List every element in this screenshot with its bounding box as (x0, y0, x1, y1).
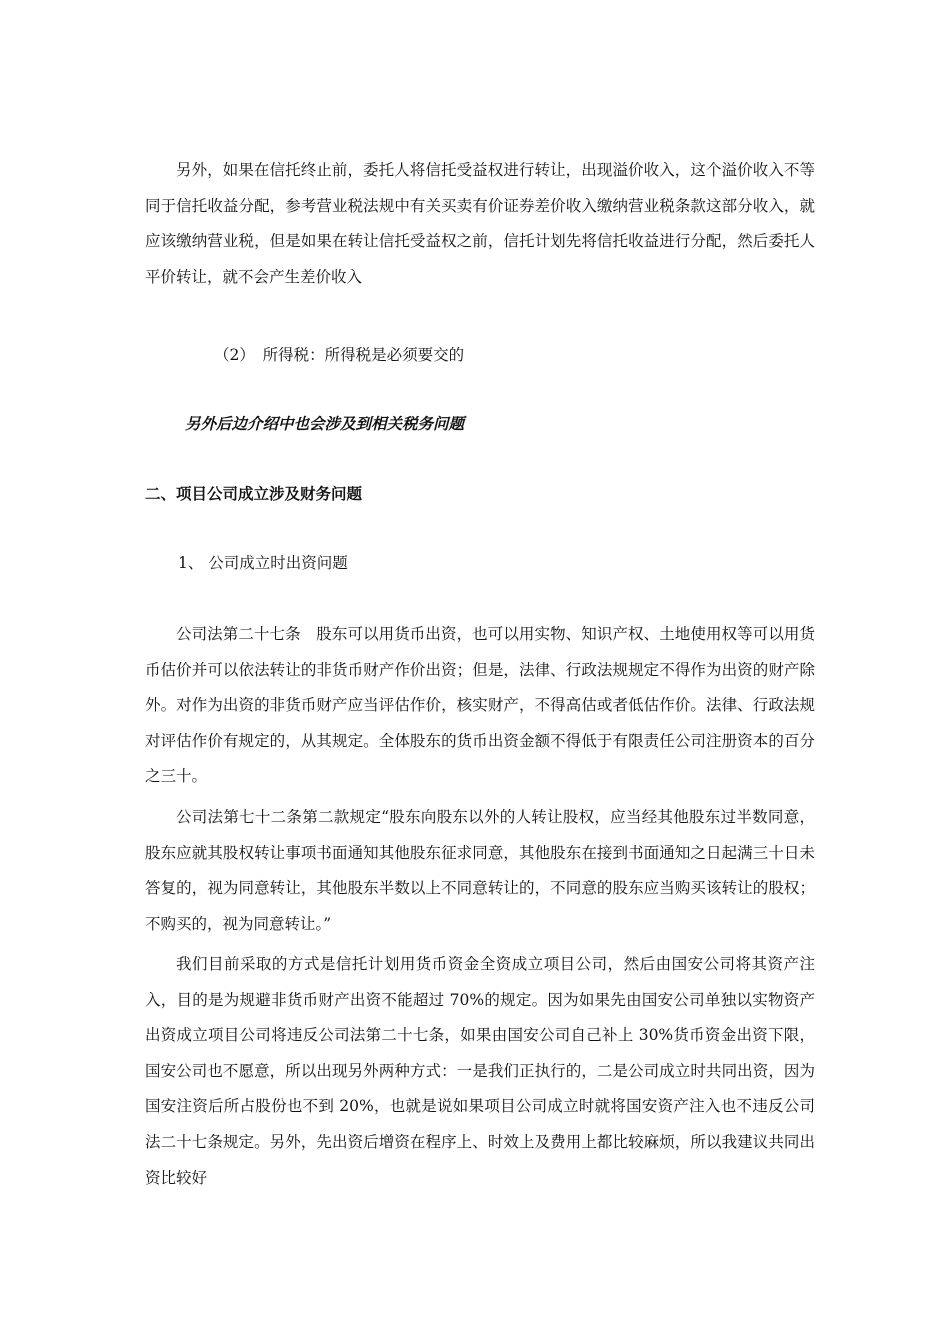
paragraph-company-law-27: 公司法第二十七条 股东可以用货币出资，也可以用实物、知识产权、土地使用权等可以用货币估价并可以依法转让的非货币财产作价出资；但是，法律、行政法规规定不得作为出资的财产除外。对作为出资的非货币财产应当评估作价，核实财产，不得高估或者低估作价。法律、行政法规对评估作价有规定的，从其规定。全体股东的货币出资金额不得低于有限责任公司注册资本的百分之三十。 (145, 625, 815, 786)
paragraph-company-law-72: 公司法第七十二条第二款规定“股东向股东以外的人转让股权，应当经其他股东过半数同意，股东应就其股权转让事项书面通知其他股东征求同意，其他股东在接到书面通知之日起满三十日未答复的，视为同意转让，其他股东半数以上不同意转让的，不同意的股东应当购买该转让的股权；不购买的，视为同意转让。” (145, 808, 815, 933)
note-tax-issues: 另外后边介绍中也会涉及到相关税务问题 (185, 414, 465, 433)
list-item-income-tax: （2） 所得税：所得税是必须要交的 (214, 346, 465, 364)
section-heading-2: 二、项目公司成立涉及财务问题 (145, 484, 363, 503)
paragraph-current-approach: 我们目前采取的方式是信托计划用货币资金全资成立项目公司，然后由国安公司将其资产注入，目的是为规避非货币财产出资不能超过 70%的规定。因为如果先由国安公司单独以实物资产出资成立项目公司将违反公司法第二十七条，如果由国安公司自己补上 30%货币资金出资下限，国安公司也不愿意，所以出现另外两种方式：一是我们正执行的，二是公司成立时共同出资，因为国安注资后所占股份也不到 20%，也就是说如果项目公司成立时就将国安资产注入也不违反公司法二十七条规定。另外，先出资后增资在程序上、时效上及费用上都比较麻烦，所以我建议共同出资比较好 (145, 955, 815, 1187)
subsection-heading-1: 1、 公司成立时出资问题 (178, 554, 348, 572)
paragraph-premium-income-tax: 另外，如果在信托终止前，委托人将信托受益权进行转让，出现溢价收入，这个溢价收入不等同于信托收益分配，参考营业税法规中有关买卖有价证券差价收入缴纳营业税条款这部分收入，就应该缴纳营业税，但是如果在转让信托受益权之前，信托计划先将信托收益进行分配，然后委托人平价转让，就不会产生差价收入 (145, 161, 815, 286)
